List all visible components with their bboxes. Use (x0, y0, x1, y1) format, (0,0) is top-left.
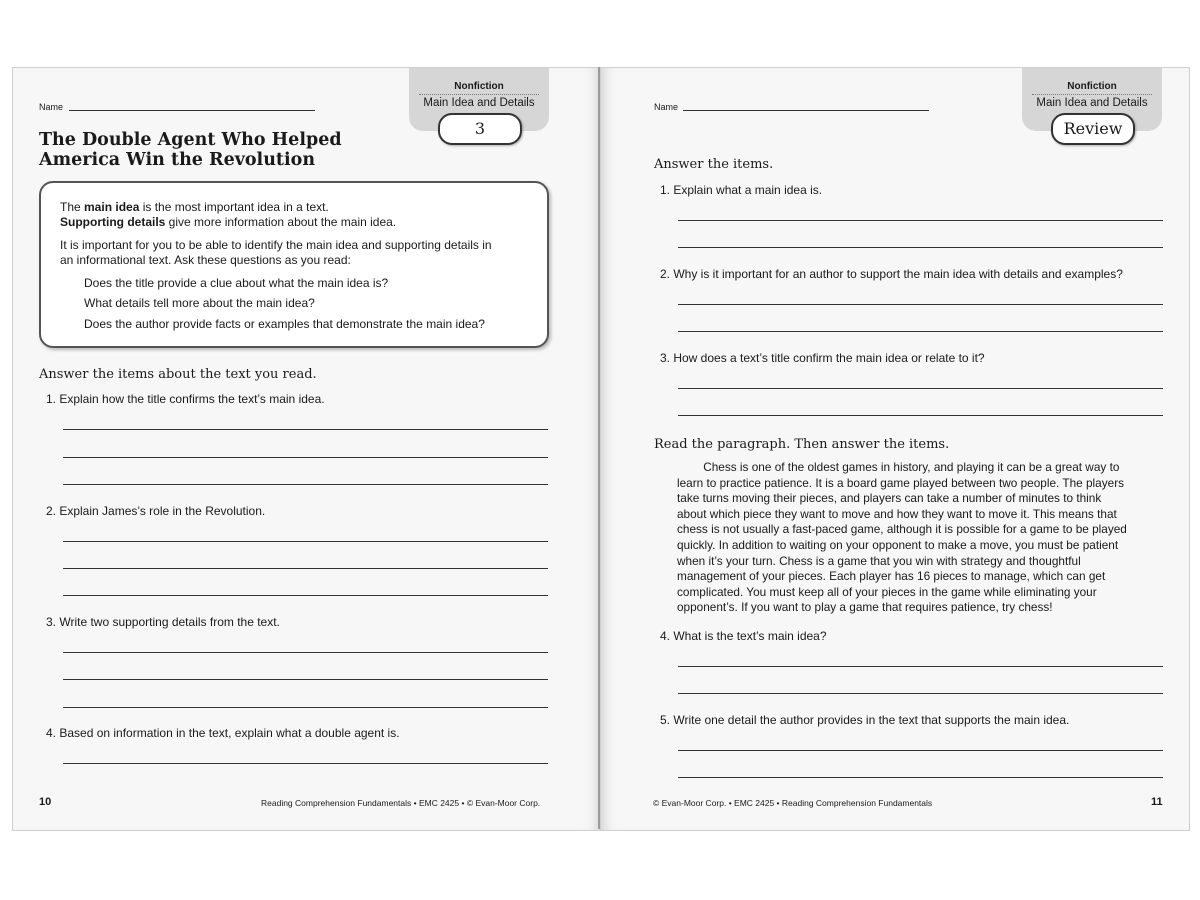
section-heading: Answer the items about the text you read. (39, 367, 317, 382)
answer-line[interactable] (678, 415, 1163, 416)
answer-line[interactable] (678, 750, 1163, 751)
review-badge: Review (1051, 113, 1135, 145)
question-item: 3. How does a text’s title confirm the main idea or relate to it? (660, 351, 985, 365)
answer-line[interactable] (678, 388, 1163, 389)
question-item: 4. Based on information in the text, explain what a double agent is. (46, 726, 400, 740)
answer-line[interactable] (63, 429, 548, 430)
answer-line[interactable] (63, 568, 548, 569)
paragraph-line: chess is not usually a fast-paced game, although it is possible for a game to be played (677, 522, 1127, 537)
paragraph-line: about which piece they want to move and how they want to move it. This means that (677, 506, 1117, 521)
footer-credit: © Evan-Moor Corp. • EMC 2425 • Reading Comprehension Fundamentals (653, 798, 933, 808)
question-item: 3. Write two supporting details from the text. (46, 615, 280, 629)
question-item: 4. What is the text’s main idea? (660, 629, 827, 643)
tab-divider (419, 94, 539, 95)
paragraph-line: learn to practice patience. It is a board game played between two people. The players (677, 475, 1125, 490)
right-page (600, 67, 1190, 831)
answer-line[interactable] (63, 679, 548, 680)
answer-line[interactable] (678, 693, 1163, 694)
page-number: 10 (39, 796, 52, 808)
review-tab (1022, 68, 1162, 138)
guide-question: What details tell more about the main idea? (84, 296, 315, 310)
unit-number-badge: 3 (438, 113, 522, 145)
paragraph-line: take turns moving their pieces, and players can take a number of minutes to think (677, 491, 1102, 506)
paragraph-line: opponent’s. If you want to play a game that requires patience, try chess! (677, 600, 1053, 615)
main-idea-definition: The main idea is the most important idea in a text. (60, 200, 329, 214)
answer-line[interactable] (63, 595, 548, 596)
intro-line-1: It is important for you to be able to identify the main idea and supporting details in (60, 238, 492, 252)
tab-genre: Nonfiction (1067, 81, 1117, 92)
unit-tab (409, 68, 549, 138)
answer-line[interactable] (678, 331, 1163, 332)
answer-line[interactable] (63, 541, 548, 542)
info-box (39, 181, 549, 348)
answer-line[interactable] (63, 763, 548, 764)
intro-line-2: an informational text. Ask these questions as you read: (60, 253, 351, 267)
section-heading: Read the paragraph. Then answer the items. (654, 437, 950, 452)
paragraph-line: complicated. You must keep all of your pieces in the game while eliminating your (677, 584, 1097, 599)
page-title (39, 130, 342, 170)
name-label: Name (654, 102, 679, 112)
title-line-2: America Win the Revolution (39, 150, 316, 170)
tab-divider (1032, 94, 1152, 95)
paragraph-line: management of your pieces. Each player has 16 pieces to manage, which can get (677, 569, 1106, 584)
reading-paragraph (677, 460, 1167, 616)
name-field-line[interactable] (683, 110, 929, 111)
guide-question: Does the author provide facts or examples that demonstrate the main idea? (84, 317, 485, 331)
tab-skill: Main Idea and Details (1036, 97, 1148, 109)
tab-genre: Nonfiction (454, 81, 504, 92)
name-field-line[interactable] (69, 110, 315, 111)
guide-question: Does the title provide a clue about what the main idea is? (84, 276, 389, 290)
section-heading: Answer the items. (654, 157, 774, 172)
supporting-details-definition: Supporting details give more information about the main idea. (60, 215, 397, 229)
paragraph-line: when it’s your turn. Chess is a game that you win with strategy and thoughtful (677, 553, 1081, 568)
answer-line[interactable] (678, 247, 1163, 248)
question-item: 2. Explain James’s role in the Revolution. (46, 504, 266, 518)
answer-line[interactable] (678, 666, 1163, 667)
question-item: 2. Why is it important for an author to support the main idea with details and examples? (660, 267, 1123, 281)
answer-line[interactable] (63, 484, 548, 485)
answer-line[interactable] (63, 652, 548, 653)
tab-skill: Main Idea and Details (423, 97, 535, 109)
answer-line[interactable] (678, 220, 1163, 221)
question-item: 1. Explain how the title confirms the text’s main idea. (46, 392, 325, 406)
paragraph-line: Chess is one of the oldest games in history, and playing it can be a great way to (677, 460, 1120, 474)
left-page (12, 67, 601, 831)
name-label: Name (39, 102, 64, 112)
page-number: 11 (1151, 796, 1163, 808)
answer-line[interactable] (63, 457, 548, 458)
title-line-1: The Double Agent Who Helped (39, 130, 342, 150)
footer-credit: Reading Comprehension Fundamentals • EMC 2425 • © Evan-Moor Corp. (261, 798, 541, 808)
answer-line[interactable] (63, 707, 548, 708)
question-item: 5. Write one detail the author provides in the text that supports the main idea. (660, 713, 1070, 727)
answer-line[interactable] (678, 304, 1163, 305)
answer-line[interactable] (678, 777, 1163, 778)
question-item: 1. Explain what a main idea is. (660, 183, 823, 197)
paragraph-line: quickly. In addition to waiting on your opponent to make a move, you must be patient (677, 537, 1119, 552)
